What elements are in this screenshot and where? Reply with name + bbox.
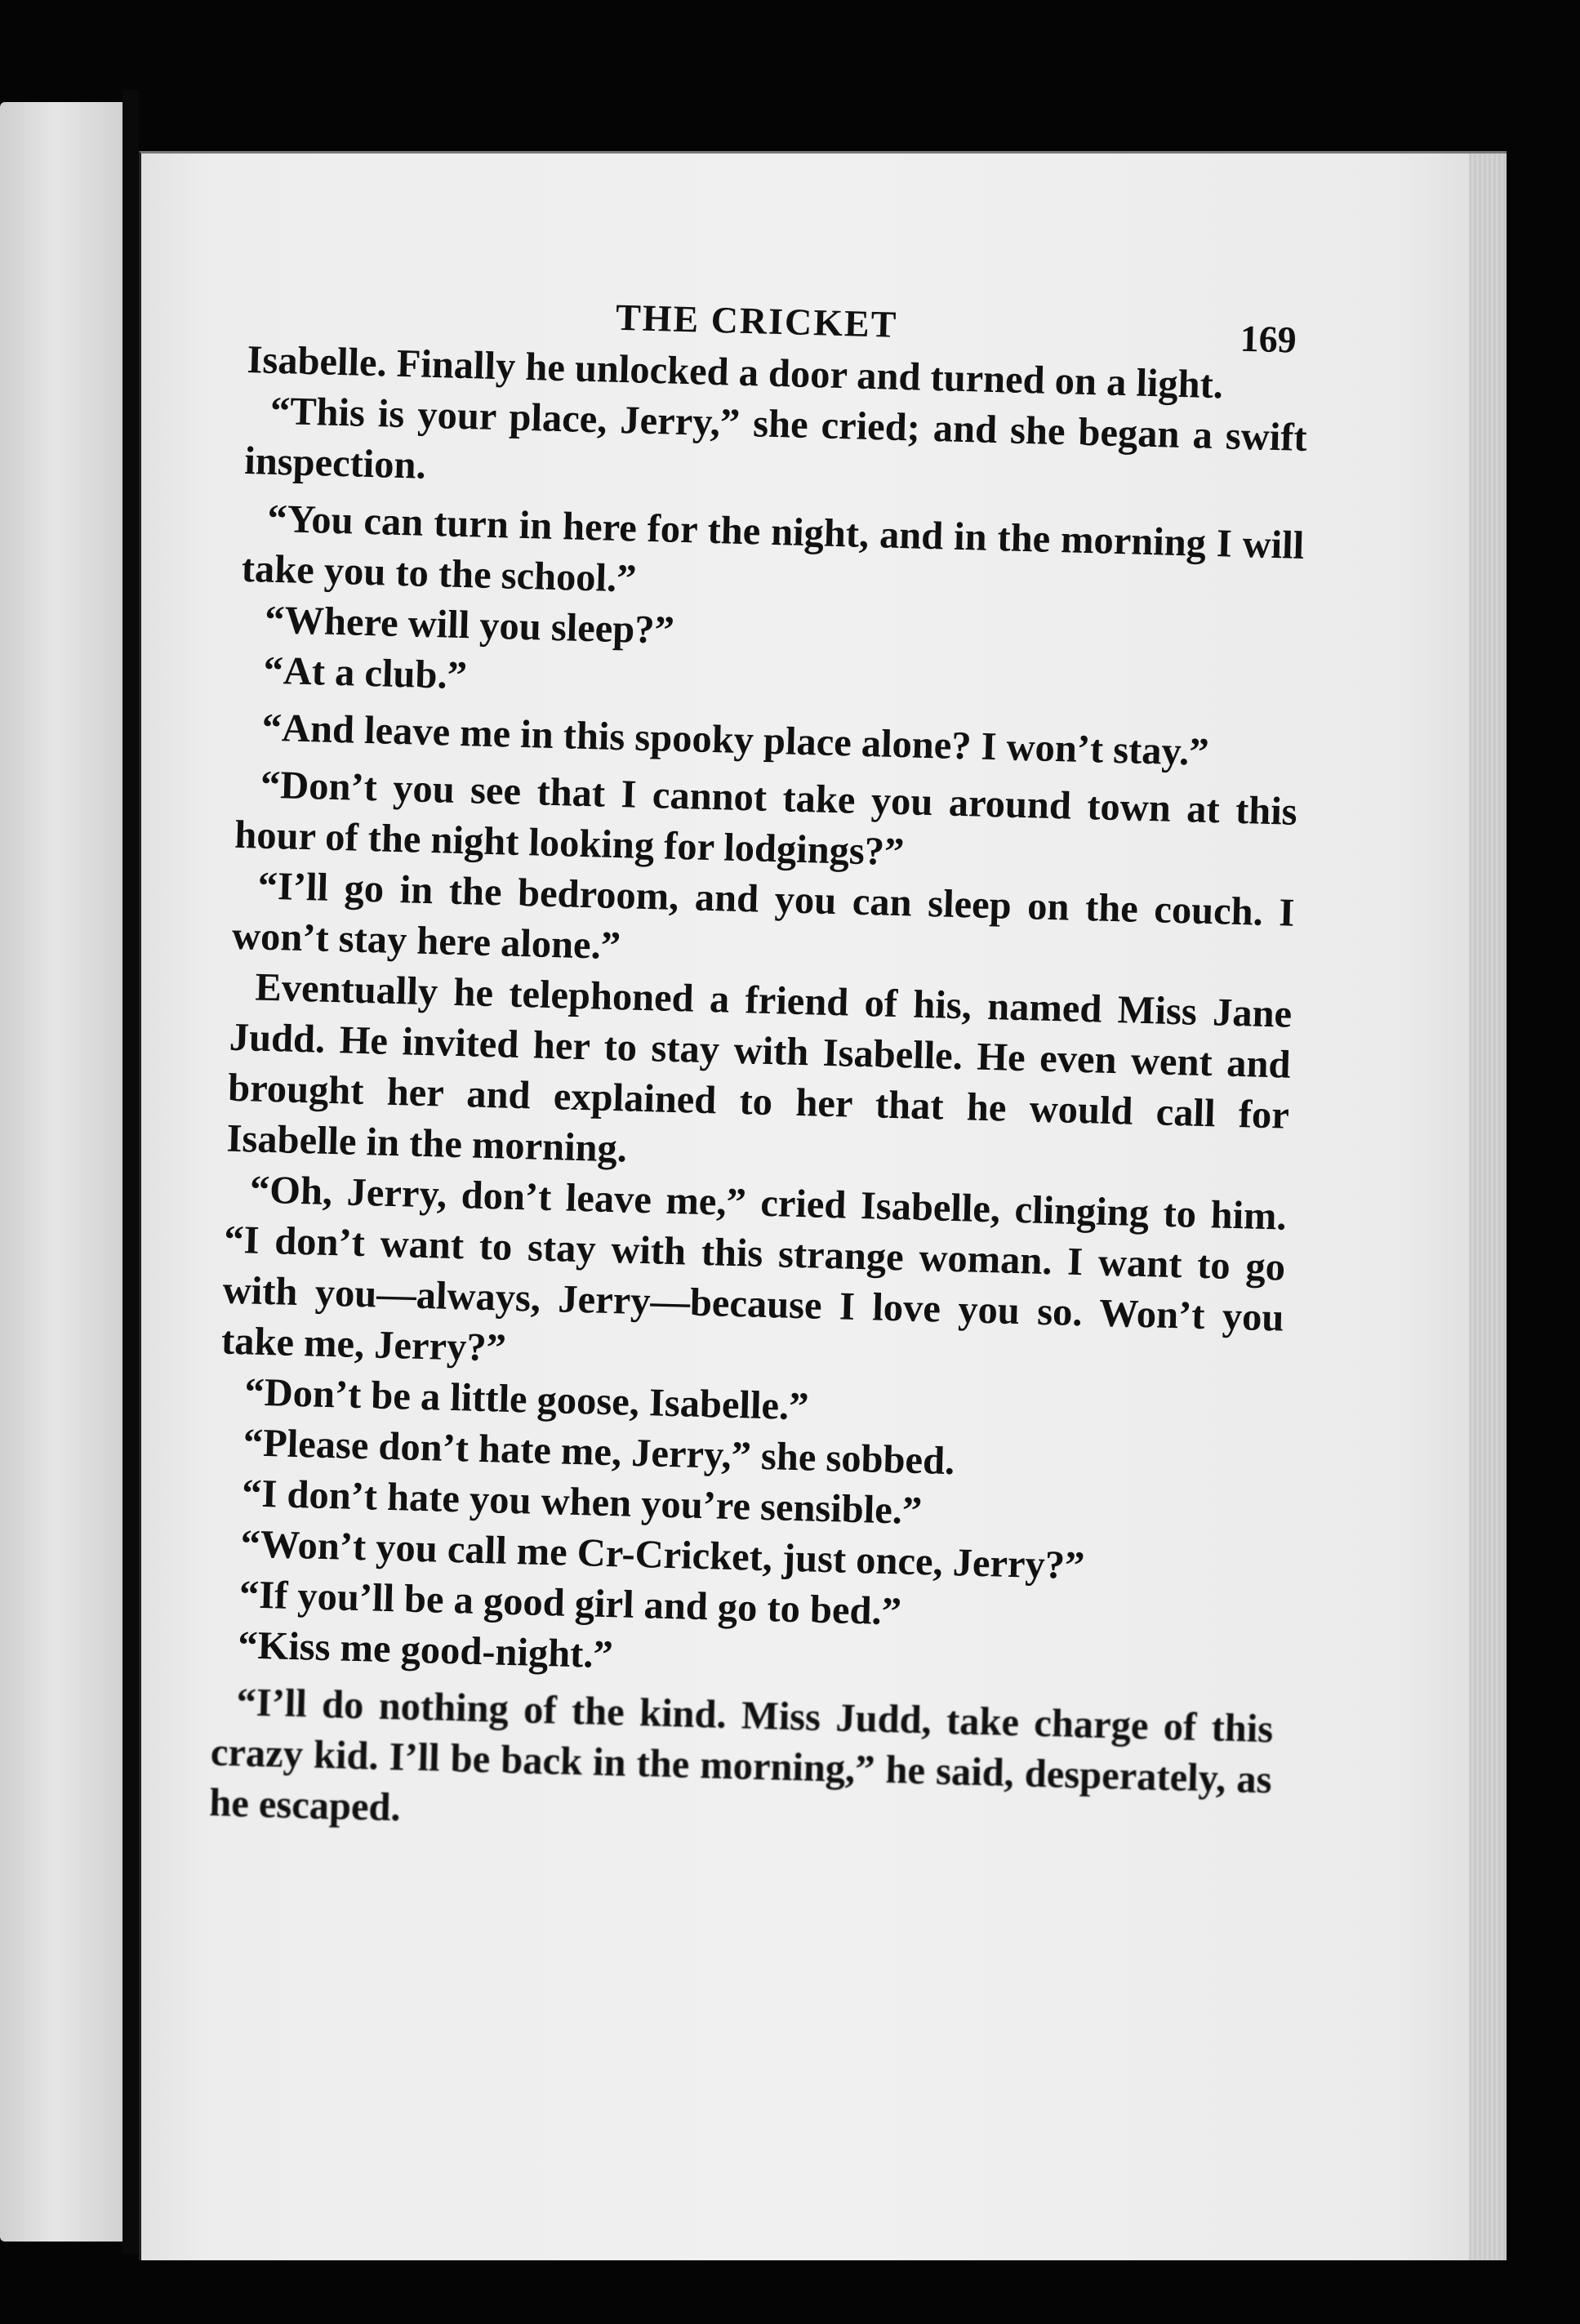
running-head: THE CRICKET [615, 296, 899, 345]
paragraph: “Oh, Jerry, don’t leave me,” cried Isabelle, clinging to him. “I don’t want to stay with this strange woman. I want to go with you—always, Jerry—because I love you so. Won’t you take me, Jerry?” [220, 1168, 1288, 1370]
paragraph: “This is your place, Jerry,” she cried; and she began a swift inspection. [243, 389, 1308, 488]
paragraph: “Please don’t hate me, Jerry,” she sobbed. [243, 1421, 955, 1484]
paragraph: Isabelle. Finally he unlocked a door and turned on a light. [246, 337, 1224, 407]
page-number: 169 [1240, 317, 1297, 361]
paragraph: “Kiss me good-night.” [237, 1623, 614, 1677]
paragraph: “Don’t be a little goose, Isabelle.” [243, 1370, 810, 1429]
paragraph: “Won’t you call me Cr-Cricket, just once, Jerry?” [239, 1522, 1085, 1588]
paragraph: “At a club.” [262, 648, 468, 698]
paragraph: “You can turn in here for the night, and in the morning I will take you to the school.” [241, 496, 1305, 601]
page-edge-shading [1469, 154, 1507, 2260]
paragraph: “If you’ll be a good girl and go to bed.” [238, 1573, 902, 1634]
page-text-block [209, 286, 1311, 1856]
paragraph: Eventually he telephoned a friend of his, named Miss Jane Judd. He invited her to stay with Isabelle. He even went and brought her and explained to her that he would call for Isabelle in the morning. [225, 965, 1293, 1171]
left-page-edge [0, 102, 122, 2242]
paragraph: “Where will you sleep?” [264, 598, 675, 652]
paragraph: “Don’t you see that I cannot take you around town at this hour of the night looking for lodgings?” [234, 763, 1298, 875]
paragraph: “I’ll go in the bedroom, and you can sleep on the couch. I won’t stay here alone.” [231, 864, 1296, 968]
paragraph: “I’ll do nothing of the kind. Miss Judd, take charge of this crazy kid. I’ll be back in the morning,” he said, desperately, as he escaped. [208, 1681, 1274, 1830]
paragraph: “I don’t hate you when you’re sensible.” [241, 1471, 923, 1534]
paragraph: “And leave me in this spooky place alone? I won’t stay.” [261, 706, 1210, 774]
book-gutter [122, 90, 139, 2254]
